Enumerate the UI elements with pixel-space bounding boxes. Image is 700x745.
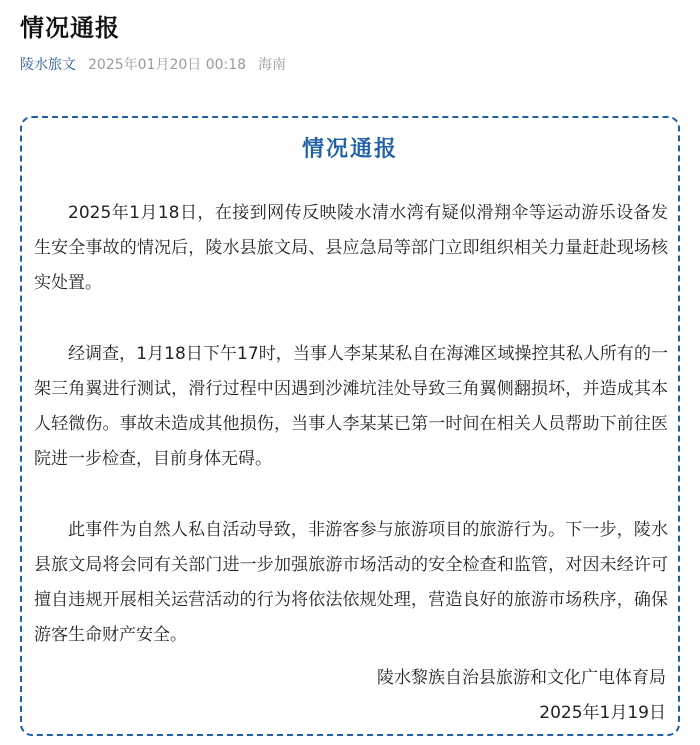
source-link[interactable]: 陵水旅文 (20, 57, 76, 73)
notice-paragraph: 经调查，1月18日下午17时，当事人李某某私自在海滩区域操控其私人所有的一架三角翼进行测试，滑行过程中因遇到沙滩坑洼处导致三角翼侧翻损坏，并造成其本人轻微伤。事故未造成其他损伤，当事人李某某已第一时间在相关人员帮助下前往医院进一步检查，目前身体无碍。 (34, 344, 668, 469)
notice-paragraph: 此事件为自然人私自活动导致，非游客参与旅游项目的旅游行为。下一步，陵水县旅文局将会同有关部门进一步加强旅游市场活动的安全检查和监管，对因未经许可擅自违规开展相关运营活动的行为将依法依规处理，营造良好的旅游市场秩序，确保游客生命财产安全。 (34, 520, 668, 645)
notice-card (20, 116, 680, 736)
issuer-name: 陵水黎族自治县旅游和文化广电体育局 (377, 668, 666, 688)
article-meta (20, 54, 286, 74)
publish-datetime: 2025年01月20日 00:18 (88, 57, 247, 73)
page-title: 情况通报 (20, 14, 120, 42)
notice-title: 情况通报 (301, 137, 398, 162)
publish-location: 海南 (258, 57, 287, 73)
signature-block (377, 661, 666, 731)
issue-date: 2025年1月19日 (539, 703, 666, 723)
notice-paragraph: 2025年1月18日，在接到网传反映陵水清水湾有疑似滑翔伞等运动游乐设备发生安全事故的情况后，陵水县旅文局、县应急局等部门立即组织相关力量赶赴现场核实处置。 (34, 203, 668, 293)
notice-body (34, 196, 668, 689)
